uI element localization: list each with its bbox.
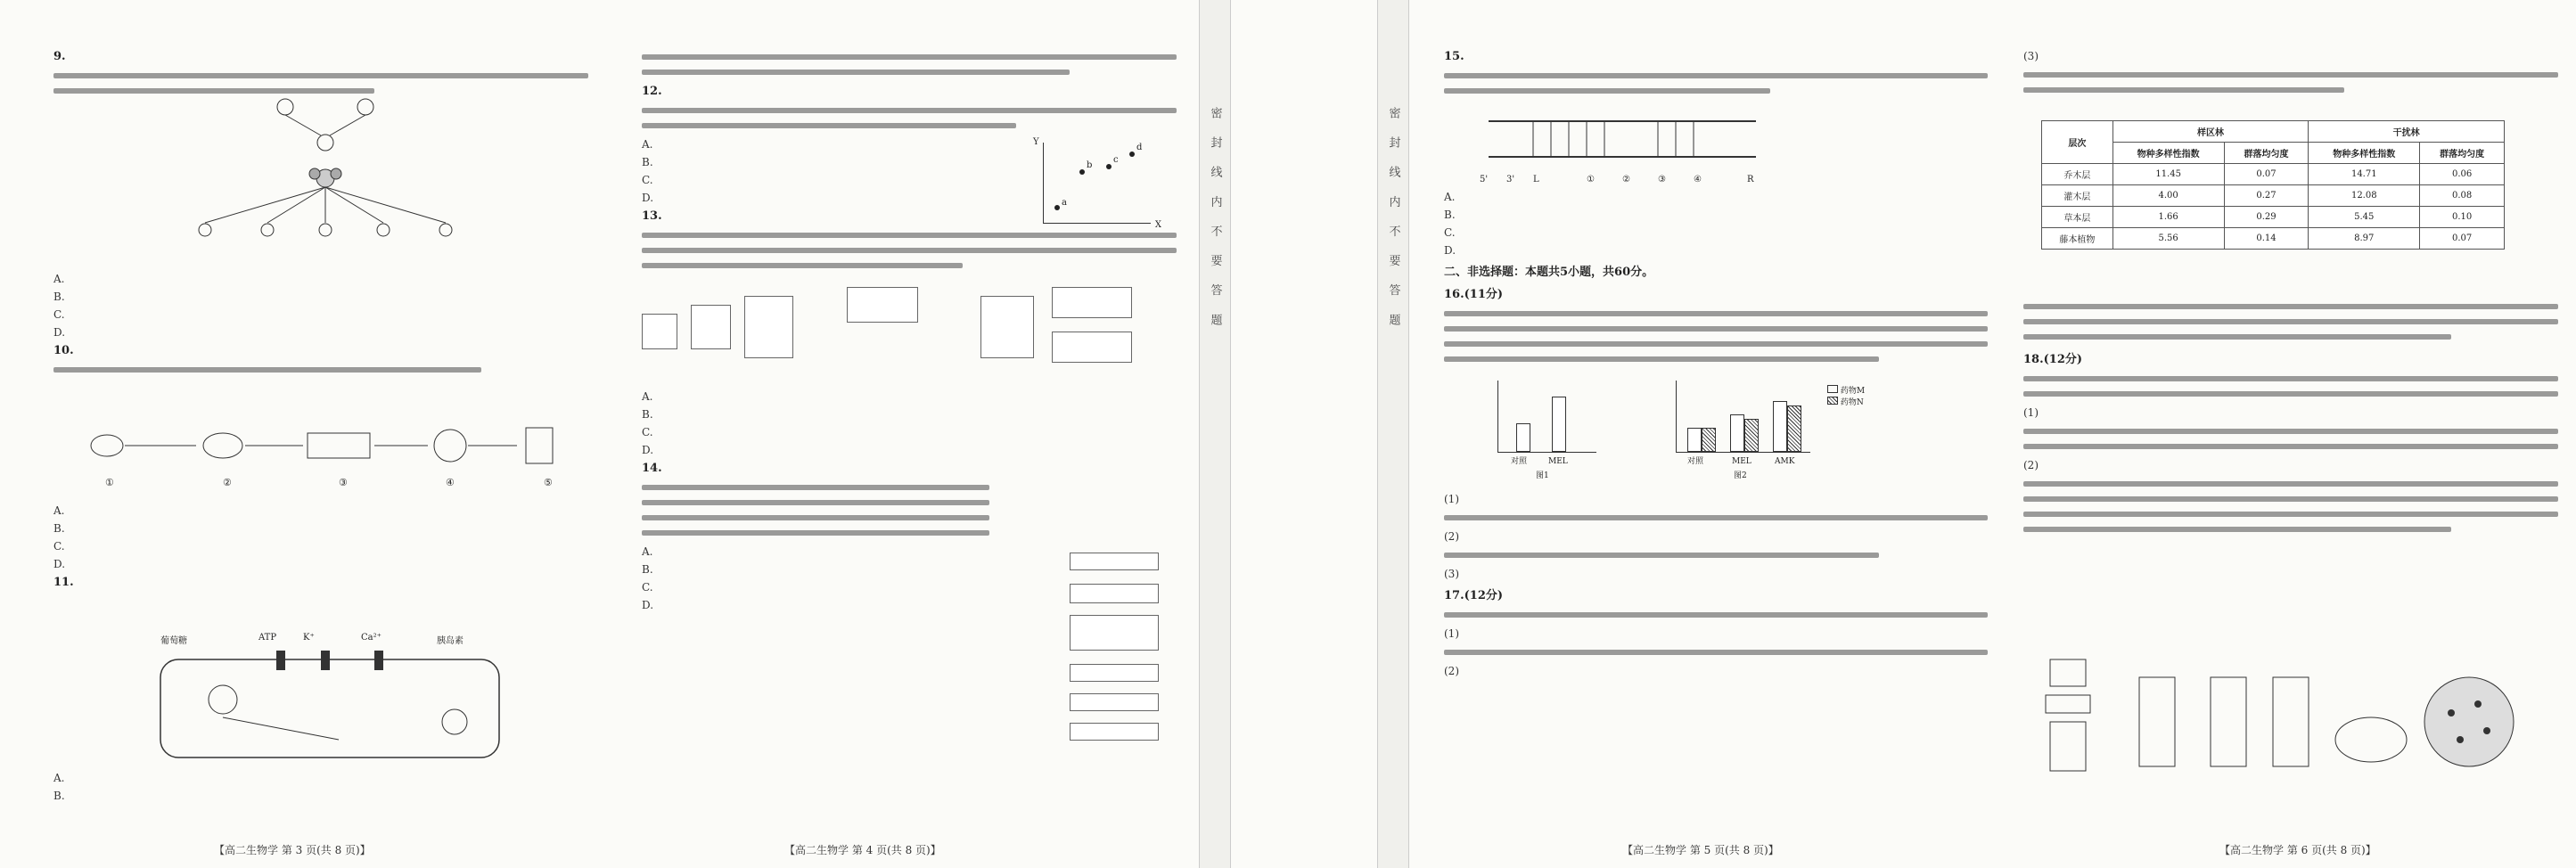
fig1-label: 图1 [1536,471,1549,480]
fig1-bar-mel [1552,397,1566,452]
q12-label-c: c [1113,155,1119,165]
q14-option-a: A. [642,545,653,558]
flow-box [1052,332,1132,363]
fig2-bar-mel-n [1744,419,1759,452]
q9-option-a: A. [53,273,65,285]
q16-part-2: (2) [1444,530,1459,543]
dna-label-1: ① [1587,175,1595,184]
table-cell: 8.97 [2309,228,2420,250]
q16-fig2 [1676,381,1810,480]
q16-part-3: (3) [1444,568,1459,580]
table-row [2042,228,2505,250]
fig1-cat-control: 对照 [1511,457,1528,466]
q11-option-b: B. [53,790,65,802]
q17-part-2: (2) [1444,665,1459,677]
dna-label-r: R [1747,175,1754,184]
fig2-bar-control-m [1687,428,1702,452]
page-4-footer: 【高二生物学 第 4 页(共 8 页)】 [784,844,941,856]
q15-option-c: C. [1444,226,1456,239]
table-row [2042,164,2505,185]
q10-step-3: ③ [339,477,348,488]
flow-box [1070,664,1159,682]
text-line [1444,612,1988,618]
text-line [2023,444,2558,449]
dna-label-l: L [1533,175,1539,184]
question-16-number [1444,284,1988,301]
table-header: 层次 [2042,121,2113,164]
binding-notice-left: 密 封 线 内 不 要 答 题 [1208,107,1222,332]
fig2-label: 图2 [1734,471,1747,480]
q12-option-d: D. [642,192,654,204]
q9-option-d: D. [53,326,66,339]
q11-option-a: A. [53,772,65,784]
text-line [53,73,588,78]
q14-flow-chart [1061,553,1168,749]
table-cell: 5.56 [2112,228,2224,250]
q13-option-d: D. [642,444,654,456]
table-cell: 灌木层 [2042,185,2113,207]
question-17-number [1444,585,1988,602]
text-line [642,485,989,490]
fig2-legend [1827,384,1865,407]
binding-notice-right: 密 封 线 内 不 要 答 题 [1386,107,1400,332]
page-5-footer: 【高二生物学 第 5 页(共 8 页)】 [1622,844,1779,856]
diversity-table [2041,120,2505,250]
q10-step-5: ⑤ [544,477,553,488]
q15-option-a: A. [1444,191,1456,203]
q17-score: (12分) [1464,589,1504,602]
q13-flow-diagram [642,278,1177,385]
table-cell: 乔木层 [2042,164,2113,185]
text-line [1444,650,1988,655]
q11-label-ca: Ca²⁺ [361,633,381,643]
text-line [2023,334,2451,340]
table-header: 群落均匀度 [2224,143,2309,164]
q16-fig1 [1497,381,1596,480]
q12-scatter-plot [1033,137,1161,230]
q16-num: 16. [1444,288,1464,301]
q17-num: 17. [1444,589,1464,602]
page-6-column [2023,0,2558,868]
text-line [2023,376,2558,381]
flow-box [1070,693,1159,711]
fig2-bar-amk-n [1787,405,1801,452]
dna-label-5prime: 5' [1480,175,1489,184]
flow-box [1052,287,1132,318]
legend-n: 药物N [1840,398,1864,407]
q12-point-a [1054,205,1060,210]
text-line [642,263,963,268]
flow-box [1070,553,1159,570]
table-cell: 0.08 [2420,185,2505,207]
q16-score: (11分) [1464,288,1504,301]
table-cell: 0.07 [2420,228,2505,250]
flow-box [744,296,793,358]
fig1-cat-mel: MEL [1548,457,1568,466]
q12-label-a: a [1062,198,1067,208]
q10-option-b: B. [53,522,65,535]
q15-option-d: D. [1444,244,1456,257]
q10-option-d: D. [53,558,66,570]
table-cell: 11.45 [2112,164,2224,185]
exam-page-5 [1417,0,2006,868]
question-15-number: 15. [1444,50,1464,63]
q11-label-insulin: 胰岛素 [437,636,464,646]
text-line [2023,304,2558,309]
q10-option-a: A. [53,504,65,517]
text-line [1444,515,1988,520]
q18-lab-apparatus-diagram [2032,642,2531,784]
q17-part-3: (3) [2023,50,2039,62]
q11-option-c [642,54,1177,60]
q10-step-1: ① [105,477,114,488]
text-line [642,515,989,520]
q16-figures [1444,372,1988,487]
text-line [2023,87,2344,93]
text-line [53,367,481,373]
q18-part-1: (1) [2023,406,2039,419]
dna-label-4: ④ [1694,175,1702,184]
question-9-number: 9. [53,50,66,63]
q18-num: 18. [2023,353,2044,366]
q14-option-d: D. [642,599,654,611]
q16-part-1: (1) [1444,493,1459,505]
q12-label-b: b [1087,160,1093,170]
table-cell: 草本层 [2042,207,2113,228]
table-cell: 4.00 [2112,185,2224,207]
table-cell: 0.29 [2224,207,2309,228]
stem-cell-diagram [169,89,490,250]
q18-score: (12分) [2043,353,2083,366]
text-line [642,248,1177,253]
q9-option-c: C. [53,308,65,321]
fig2-bar-mel-m [1730,414,1744,452]
q12-point-d [1129,151,1135,157]
q12-y-axis-label: Y [1033,137,1039,147]
table-header: 物种多样性指数 [2112,143,2224,164]
question-13-number: 13. [642,209,662,223]
page-3-footer: 【高二生物学 第 3 页(共 8 页)】 [214,844,371,856]
flow-box [980,296,1034,358]
text-line [1444,326,1988,332]
fig2-bar-control-n [1702,428,1716,452]
table-header: 群落均匀度 [2420,143,2505,164]
flow-box [691,305,731,349]
q14-option-c: C. [642,581,653,594]
q13-option-c: C. [642,426,653,438]
flow-box [1070,615,1159,651]
table-cell: 1.66 [2112,207,2224,228]
q12-option-c: C. [642,174,653,186]
section-2-title: 二、非选择题：本题共5小题，共60分。 [1444,266,1654,279]
table-header: 物种多样性指数 [2309,143,2420,164]
text-line [2023,481,2558,487]
exam-page-3 [0,0,606,868]
text-line [642,123,1016,128]
exam-page-4 [606,0,1194,868]
q17-part-1: (1) [1444,627,1459,640]
page-3-column [53,0,588,868]
question-12-number: 12. [642,85,662,98]
fig1-bar-control [1516,423,1530,452]
table-cell: 0.27 [2224,185,2309,207]
text-line [2023,72,2558,78]
table-cell: 0.14 [2224,228,2309,250]
text-line [642,500,989,505]
text-line [642,530,989,536]
text-line [642,233,1177,238]
dna-replication-diagram [1480,103,1765,175]
dna-label-3prime: 3' [1506,175,1515,184]
q15-option-b: B. [1444,209,1456,221]
q10-process-diagram [80,401,579,499]
q12-x-axis-label: X [1154,220,1161,230]
q11-option-d [642,70,1177,75]
text-line [1444,73,1988,78]
text-line [2023,391,2558,397]
flow-box [642,314,677,349]
q10-step-2: ② [223,477,232,488]
text-line [2023,512,2558,517]
legend-m: 药物M [1840,387,1866,396]
table-row [2042,185,2505,207]
text-line [2023,496,2558,502]
binding-strip-right [1377,0,1409,868]
text-line [642,108,1177,113]
dna-label-2: ② [1622,175,1630,184]
fig2-bar-amk-m [1773,401,1787,452]
q11-label-k: K⁺ [303,633,315,643]
table-row [2042,207,2505,228]
q12-option-b: B. [642,156,653,168]
q12-option-a: A. [642,138,653,151]
q11-label-glucose: 葡萄糖 [160,636,187,646]
table-cell: 5.45 [2309,207,2420,228]
page-5-column [1444,0,1988,868]
question-14-number: 14. [642,462,662,475]
table-cell: 14.71 [2309,164,2420,185]
text-line [1444,311,1988,316]
page-6-footer: 【高二生物学 第 6 页(共 8 页)】 [2219,844,2376,856]
text-line [1444,88,1770,94]
q14-option-b: B. [642,563,653,576]
table-cell: 0.10 [2420,207,2505,228]
fig2-cat-amk: AMK [1775,457,1795,466]
fig2-cat-mel: MEL [1732,457,1752,466]
text-line [1444,553,1879,558]
table-cell: 藤本植物 [2042,228,2113,250]
q18-part-2: (2) [2023,459,2039,471]
dna-label-3: ③ [1658,175,1666,184]
flow-box [1070,723,1159,741]
exam-page-6 [2006,0,2576,868]
binding-strip-left [1199,0,1231,868]
text-line [1444,341,1988,347]
q11-label-atp: ATP [258,633,277,643]
question-11-number: 11. [53,576,74,589]
q12-point-c [1106,164,1112,169]
table-group-header: 干扰林 [2309,121,2505,143]
text-line [2023,527,2451,532]
text-line [1444,356,1879,362]
table-cell: 0.06 [2420,164,2505,185]
text-line [2023,319,2558,324]
flow-box [1070,584,1159,603]
page-4-column [642,0,1177,868]
q13-option-b: B. [642,408,653,421]
flow-box [847,287,918,323]
q12-point-b [1079,169,1085,175]
text-line [2023,429,2558,434]
table-cell: 12.08 [2309,185,2420,207]
q12-label-d: d [1136,143,1143,152]
q13-option-a: A. [642,390,653,403]
fig2-cat-control: 对照 [1687,457,1704,466]
question-10-number: 10. [53,344,74,357]
q10-step-4: ④ [446,477,455,488]
q10-option-c: C. [53,540,65,553]
table-group-header: 样区林 [2112,121,2309,143]
question-18-number [2023,349,2558,366]
table-cell: 0.07 [2224,164,2309,185]
q9-option-b: B. [53,291,65,303]
